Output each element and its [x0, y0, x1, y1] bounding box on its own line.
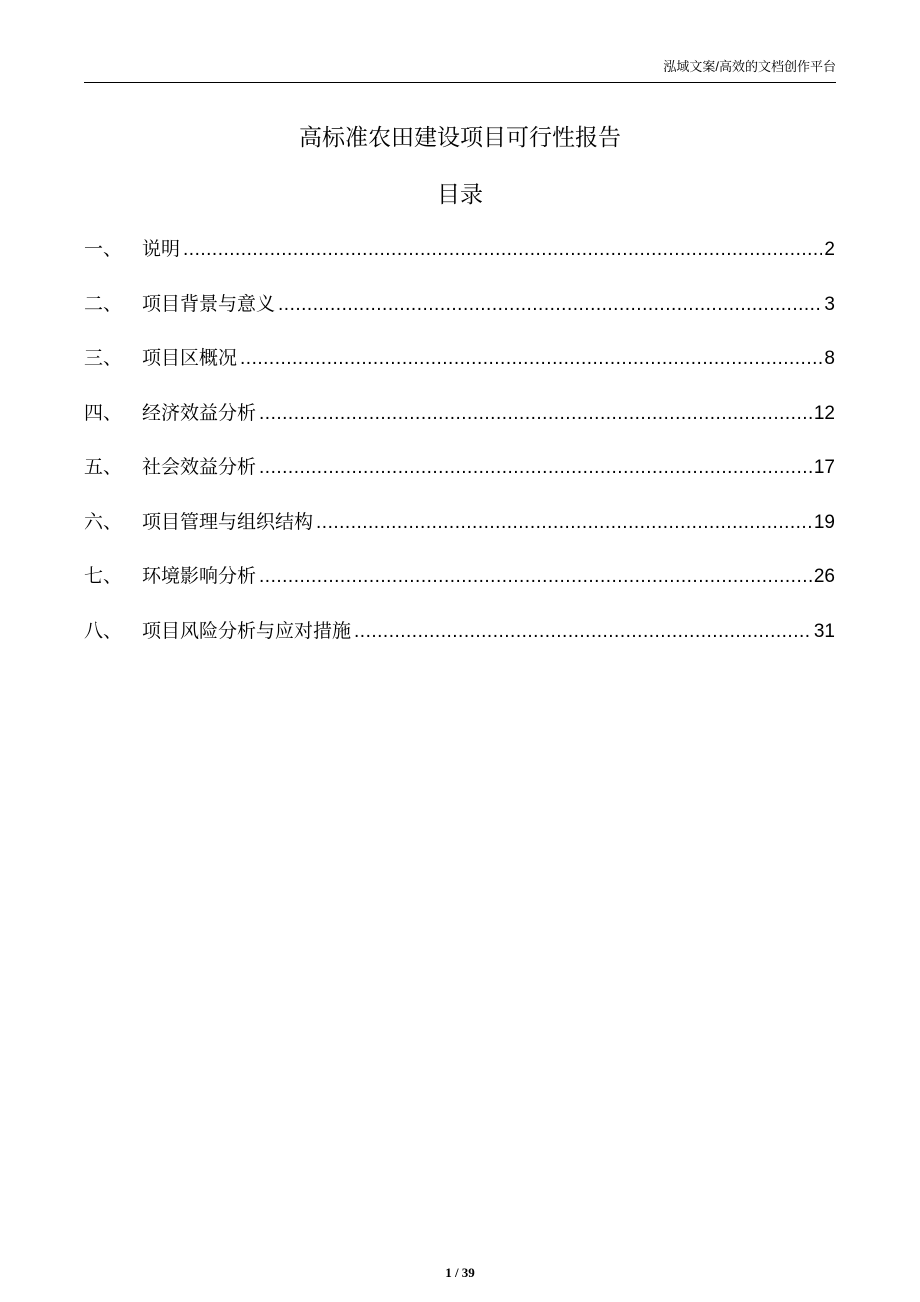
toc-entry-8[interactable]	[84, 614, 835, 669]
toc-entry-label: 经济效益分析	[142, 402, 257, 424]
toc-entry-page: 17	[813, 457, 835, 478]
toc-entry-number: 七、	[84, 566, 123, 587]
toc-entry-6[interactable]	[84, 505, 835, 560]
toc-entry-number: 三、	[84, 348, 123, 369]
page-number-footer: 1 / 39	[445, 1265, 475, 1280]
table-of-contents	[84, 232, 835, 668]
toc-entry-label: 项目管理与组织结构	[142, 511, 314, 533]
toc-entry-page: 26	[813, 566, 835, 587]
toc-dot-leader	[259, 396, 812, 432]
toc-entry-label: 说明	[142, 239, 181, 260]
toc-entry-page: 19	[813, 511, 835, 533]
toc-entry-page: 8	[824, 348, 835, 369]
toc-dot-leader	[278, 287, 822, 323]
toc-entry-number: 二、	[84, 293, 123, 315]
toc-entry-5[interactable]	[84, 450, 835, 505]
toc-entry-number: 六、	[84, 511, 123, 533]
toc-dot-leader	[183, 232, 822, 268]
toc-entry-number: 四、	[84, 402, 123, 424]
toc-entry-7[interactable]	[84, 559, 835, 614]
toc-entry-page: 2	[824, 239, 835, 260]
toc-entry-1[interactable]	[84, 232, 835, 287]
toc-entry-label: 项目背景与意义	[142, 293, 276, 315]
header-text: 泓域文案/高效的文档创作平台	[663, 59, 836, 74]
document-title: 高标准农田建设项目可行性报告	[299, 124, 621, 150]
toc-entry-label: 社会效益分析	[142, 457, 257, 478]
toc-heading: 目录	[437, 181, 483, 207]
toc-entry-3[interactable]	[84, 341, 835, 396]
toc-entry-2[interactable]	[84, 287, 835, 342]
toc-dot-leader	[259, 450, 812, 486]
toc-entry-label: 项目区概况	[142, 348, 238, 369]
toc-entry-label: 环境影响分析	[142, 566, 257, 587]
toc-entry-page: 12	[813, 402, 835, 424]
header-rule	[84, 82, 836, 83]
toc-dot-leader	[316, 505, 812, 541]
toc-entry-number: 八、	[84, 620, 123, 642]
toc-entry-number: 一、	[84, 239, 123, 260]
toc-entry-4[interactable]	[84, 396, 835, 451]
toc-dot-leader	[259, 559, 812, 595]
toc-entry-number: 五、	[84, 457, 123, 478]
toc-dot-leader	[240, 341, 822, 377]
toc-entry-page: 3	[824, 293, 835, 315]
toc-entry-page: 31	[813, 620, 835, 642]
toc-dot-leader	[354, 614, 812, 650]
toc-entry-label: 项目风险分析与应对措施	[142, 620, 352, 642]
